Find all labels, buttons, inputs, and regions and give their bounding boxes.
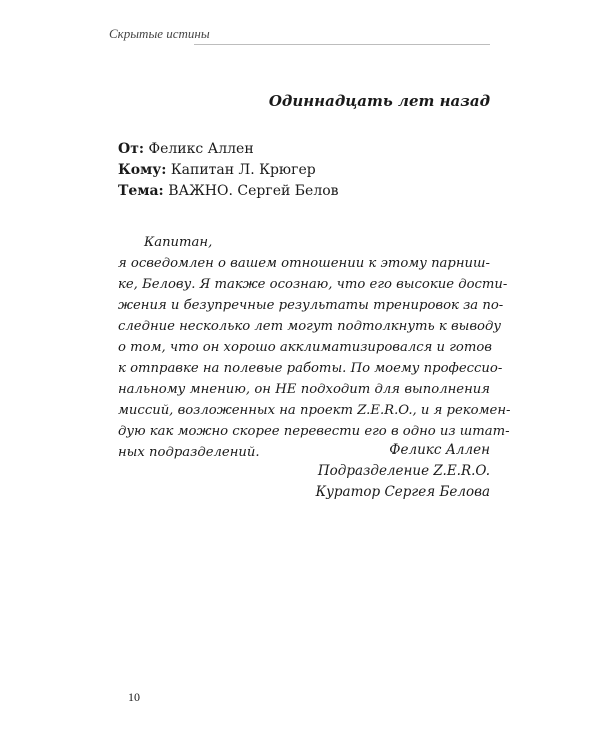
signature-division: Подразделение Z.E.R.O. bbox=[317, 463, 490, 479]
memo-to-label: Кому: bbox=[118, 162, 167, 178]
memo-subject bbox=[118, 181, 339, 202]
chapter-title: Одиннадцать лет назад bbox=[268, 92, 490, 110]
signature-block bbox=[316, 440, 490, 503]
memo-subject-value: ВАЖНО. Сергей Белов bbox=[168, 183, 339, 199]
letter-line: ке, Белову. Я также осознаю, что его высокие дости- bbox=[118, 277, 508, 292]
memo-subject-label: Тема: bbox=[118, 183, 164, 199]
memo-to bbox=[118, 160, 339, 181]
memo-from bbox=[118, 139, 339, 160]
header-rule bbox=[194, 44, 490, 45]
letter-line: к отправке на полевые работы. По моему профессио- bbox=[118, 361, 503, 376]
letter-body bbox=[118, 232, 511, 463]
running-head: Скрытые истины bbox=[109, 26, 210, 41]
letter-line: следние несколько лет могут подтолкнуть к выводу bbox=[118, 319, 502, 334]
letter-greeting: Капитан, bbox=[144, 235, 213, 250]
letter-line: нальному мнению, он НЕ подходит для выполнения bbox=[118, 382, 490, 397]
signature-role: Куратор Сергея Белова bbox=[315, 484, 490, 500]
letter-line: ных подразделений. bbox=[118, 445, 260, 460]
letter-line: жения и безупречные результаты тренировок за по- bbox=[118, 298, 504, 313]
memo-to-value: Капитан Л. Крюгер bbox=[170, 162, 316, 178]
letter-line: дую как можно скорее перевести его в одно из штат- bbox=[118, 424, 510, 439]
memo-header bbox=[118, 139, 339, 202]
letter-line: о том, что он хорошо акклиматизировался и готов bbox=[118, 340, 492, 355]
memo-from-label: От: bbox=[118, 141, 145, 157]
memo-from-value: Феликс Аллен bbox=[148, 141, 254, 157]
signature-name: Феликс Аллен bbox=[389, 442, 490, 458]
page-number: 10 bbox=[128, 690, 140, 704]
letter-line: миссий, возложенных на проект Z.E.R.O., и я рекомен- bbox=[118, 403, 511, 418]
letter-line: я осведомлен о вашем отношении к этому парниш- bbox=[118, 256, 490, 271]
